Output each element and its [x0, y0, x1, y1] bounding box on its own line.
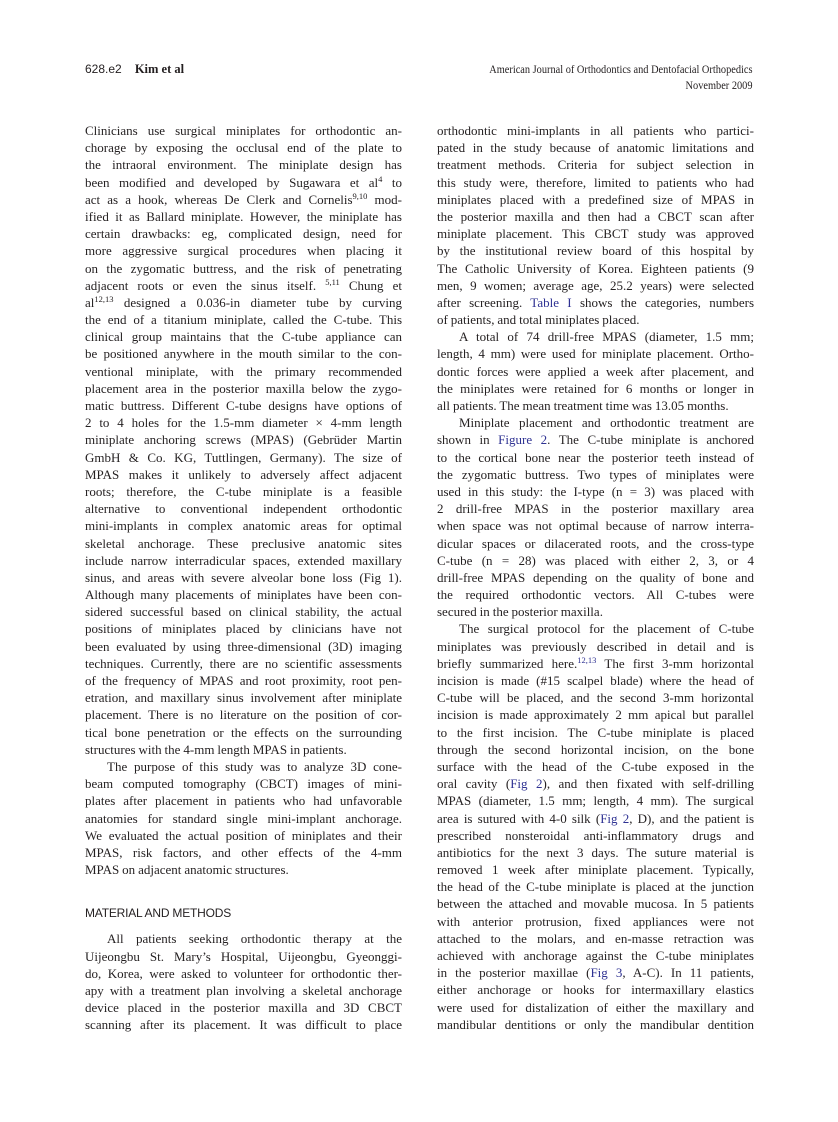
text-line: the intraoral environment. The miniplate design has	[85, 157, 402, 173]
text-line: sidered successful based on clinical stability, the actual	[85, 604, 402, 620]
text-line: secured in the posterior maxilla.	[437, 604, 603, 620]
text-line: include narrow interradicular spaces, extended maxillary	[85, 552, 402, 568]
text-line: MPAS makes it unlikely to adversely affect adjacent	[85, 466, 402, 482]
text-line: The purpose of this study was to analyze 3D cone-	[107, 758, 402, 774]
text-line: GmbH & Co. KG, Tuttlingen, Germany). The size of	[85, 449, 402, 465]
text-line	[437, 775, 754, 792]
text-line: miniplate placement. This CBCT study was approved	[437, 226, 754, 242]
text-segment: act as a hook, whereas De Clerk and Cornelis	[85, 191, 353, 207]
text-line: chorage by exposing the occlusal end of the plate to	[85, 140, 402, 156]
text-line	[437, 964, 754, 981]
text-line: MPAS, risk factors, and other effects of the 4-mm	[85, 844, 402, 860]
text-line: 2 drill-free MPAS in the posterior maxillary area	[437, 501, 754, 517]
text-line: clinical group maintains that the C-tube appliance can	[85, 329, 402, 345]
text-line: miniplates placed with a predefined size of MPAS in	[437, 191, 754, 207]
methods-text-continued	[437, 122, 754, 1033]
text-line: incision is made approximately 2 mm apical but parallel	[437, 707, 754, 723]
text-line: techniques. Currently, there are no scientific assessments	[85, 655, 402, 671]
text-line: C-tube (n = 28) was placed with either 2, 3, or 4	[437, 552, 754, 568]
text-line: dicular spaces or dilacerated roots, and the cross-type	[437, 535, 754, 551]
left-column	[85, 122, 402, 1034]
intro-text	[85, 122, 402, 878]
text-line: been evaluated by using three-dimensional (3D) imaging	[85, 638, 402, 654]
text-line: pated in the study because of anatomic limitations and	[437, 140, 754, 156]
text-segment: adjacent roots or even the sinus itself.	[85, 277, 326, 293]
cross-reference-link[interactable]: Figure 2	[498, 432, 548, 448]
text-line: more aggressive surgical procedures when placing it	[85, 243, 402, 259]
text-line: the zygomatic buttress. Two types of miniplates were	[437, 466, 754, 482]
text-line: removed 1 week after miniplate placement. Typically,	[437, 862, 754, 878]
text-line: length, 4 mm) were used for miniplate placement. Ortho-	[437, 346, 754, 362]
text-line: through the second horizontal incision, on the bone	[437, 741, 754, 757]
text-segment: Chung et	[339, 277, 402, 293]
text-segment: shows the categories, numbers	[571, 294, 754, 310]
cross-reference-link[interactable]: Fig 3	[590, 965, 623, 981]
text-line: by the institutional review board of this hospital by	[437, 243, 754, 259]
text-line: 2 to 4 holes for the 1.5-mm diameter × 4-mm length	[85, 415, 402, 431]
text-line: beam computed tomography (CBCT) images of mini-	[85, 776, 402, 792]
text-line: all patients. The mean treatment time was 13.05 months.	[437, 398, 729, 413]
text-segment: shown in	[437, 432, 499, 448]
text-segment: mod-	[367, 191, 402, 207]
text-line	[437, 655, 754, 672]
reference-superscript: 9,10	[352, 190, 368, 201]
text-line: the head of the C-tube miniplate is placed at the junction	[437, 879, 754, 895]
text-line: matic buttress. Different C-tube designs have options of	[85, 398, 402, 413]
text-line: with anterior protrusion, fixed appliances were not	[437, 913, 754, 929]
right-column	[437, 122, 754, 1033]
text-line: apy with a treatment plan involving a skeletal anchorage	[85, 983, 402, 998]
text-segment: oral cavity (	[437, 776, 511, 792]
text-line: used in this study: the I-type (n = 3) was placed with	[437, 483, 754, 499]
reference-superscript: 4	[378, 173, 383, 184]
text-line: antibiotics for the next 3 days. The suture material is	[437, 844, 754, 860]
text-line: device placed in the posterior maxilla and 3D CBCT	[85, 1000, 402, 1016]
cross-reference-link[interactable]: Fig 2	[510, 776, 543, 792]
authors: Kim et al	[134, 62, 185, 76]
running-header-right	[490, 62, 753, 94]
text-line: positions of miniplates placed by clinicians have not	[85, 621, 402, 637]
text-line: of patients, and total miniplates placed.	[437, 312, 640, 328]
text-line	[437, 294, 754, 311]
text-line: do, Korea, were asked to volunteer for orthodontic ther-	[85, 965, 402, 981]
journal-name: American Journal of Orthodontics and Dentofacial Orthopedics	[489, 64, 753, 76]
text-line	[85, 191, 402, 208]
text-line	[437, 431, 754, 448]
text-line: plates after placement in patients who had unfavorable	[85, 793, 402, 809]
text-segment: briefly summarized here.	[437, 655, 578, 671]
text-line: men, 9 women; average age, 25.2 years) were selected	[437, 277, 754, 293]
text-segment: been modified and developed by Sugawara et al	[85, 174, 379, 190]
text-segment: . The C-tube miniplate is anchored	[547, 432, 754, 448]
text-line: scanning after its placement. It was difficult to place	[85, 1017, 402, 1033]
text-line: surface with the head of the C-tube exposed in the	[437, 758, 754, 774]
text-line: miniplates was previously described in detail and is	[437, 638, 754, 654]
reference-link[interactable]: 12,13	[577, 654, 597, 665]
text-line: We evaluated the actual position of miniplates and their	[85, 827, 402, 843]
running-header-left	[85, 62, 184, 77]
text-line: The surgical protocol for the placement of C-tube	[459, 621, 754, 637]
text-line: the miniplates were retained for 6 months or longer in	[437, 380, 754, 396]
text-line: dontic forces were applied a week after placement, and	[437, 363, 754, 379]
text-line: attached to the molars, and en-masse retraction was	[437, 930, 754, 946]
text-segment: after screening.	[437, 294, 531, 310]
text-line: achieved with anchorage against the C-tube miniplates	[437, 948, 754, 963]
text-line: skeletal anchorage. These preclusive anatomic sites	[85, 535, 402, 551]
text-line: mandibular dentitions or only the mandibular dentition	[437, 1016, 754, 1032]
text-segment: in the posterior maxillae (	[437, 965, 591, 981]
text-line: etration, and maxillary sinus involvement after miniplate	[85, 690, 402, 706]
text-line	[85, 294, 402, 311]
text-segment: area is sutured with 4-0 silk (	[437, 810, 601, 826]
text-line: this study were, therefore, limited to patients who had	[437, 174, 754, 190]
text-line: prescribed nonsteroidal anti-inflammatory drugs and	[437, 827, 754, 843]
text-line: MPAS (diameter, 1.5 mm; length, 4 mm). The surgical	[437, 793, 754, 809]
text-line: placement area in the posterior maxilla below the zygo-	[85, 380, 402, 396]
text-segment: , D), and the patient is	[629, 810, 754, 826]
text-segment: designed a 0.036-in diameter tube by curving	[113, 294, 402, 310]
text-line: structures with the 4-mm length MPAS in patients.	[85, 741, 347, 757]
methods-text	[85, 930, 402, 1033]
text-line	[437, 810, 754, 827]
text-segment: to	[382, 174, 402, 190]
text-line: treatment methods. Criteria for subject selection in	[437, 157, 754, 173]
text-line: tical bone penetration or the effects on the surrounding	[85, 724, 402, 740]
cross-reference-link[interactable]: Table I	[530, 294, 572, 310]
text-line: Clinicians use surgical miniplates for orthodontic an-	[85, 123, 402, 138]
text-line: were used for distalization of either the maxillary and	[437, 999, 754, 1015]
text-line: Uijeongbu St. Mary’s Hospital, Uijeongbu, Gyeonggi-	[85, 948, 402, 964]
text-line: to the first incision. The C-tube miniplate is placed	[437, 724, 754, 740]
text-line: ified it as Ballard miniplate. However, the miniplate has	[85, 208, 402, 224]
text-line: certain drawbacks: eg, complicated design, need for	[85, 226, 402, 242]
text-segment: , A-C). In 11 patients,	[622, 965, 754, 981]
text-line: MPAS on adjacent anatomic structures.	[85, 862, 289, 878]
text-line: Miniplate placement and orthodontic treatment are	[459, 415, 754, 431]
text-line: Although many placements of miniplates have been con-	[85, 587, 402, 603]
text-line: on the zygomatic buttress, and the risk of penetrating	[85, 260, 402, 276]
text-line: sinus, and areas with severe alveolar bone loss (Fig 1).	[85, 569, 402, 585]
text-line: to the cortical bone near the posterior teeth instead of	[437, 449, 754, 465]
text-line: placement. There is no literature on the position of cor-	[85, 707, 402, 723]
reference-superscript: 5,11	[325, 276, 340, 287]
text-line: be positioned anywhere in the mouth similar to the con-	[85, 346, 402, 362]
text-line: anatomies for standard single mini-implant anchorage.	[85, 810, 402, 826]
text-line: The Catholic University of Korea. Eighteen patients (9	[437, 260, 754, 276]
issue-date: November 2009	[686, 80, 753, 92]
text-line: the end of a titanium miniplate, called the C-tube. This	[85, 312, 402, 328]
reference-superscript: 12,13	[94, 293, 114, 304]
text-line: A total of 74 drill-free MPAS (diameter, 1.5 mm;	[459, 329, 754, 345]
cross-reference-link[interactable]: Fig 2	[600, 810, 630, 826]
text-line	[85, 174, 402, 191]
text-line: either anchorage or hooks for intermaxillary elastics	[437, 982, 754, 998]
text-segment: The first 3-mm horizontal	[596, 655, 754, 671]
text-line: of the frequency of MPAS and root proximity, root pen-	[85, 673, 402, 688]
text-line: between the attached and movable mucosa. In 5 patients	[437, 896, 754, 912]
text-line: roots; therefore, the C-tube miniplate is a feasible	[85, 483, 402, 499]
section-heading: MATERIAL AND METHODS	[85, 906, 232, 921]
text-line: mini-implants in complex anatomic areas for optimal	[85, 518, 402, 534]
text-line: C-tube will be placed, and the second 3-mm horizontal	[437, 690, 754, 706]
text-line: ventional miniplate, with the primary recommended	[85, 363, 402, 379]
text-line: miniplate anchoring screws (MPAS) (Gebrüder Martin	[85, 432, 402, 448]
text-line: the posterior maxilla and then had a CBCT scan after	[437, 208, 754, 224]
text-line: incision is made (#15 scalpel blade) where the head of	[437, 673, 754, 688]
text-line: All patients seeking orthodontic therapy at the	[107, 931, 402, 947]
page-number: 628.e2	[85, 62, 122, 76]
text-segment: ), and then fixated with self-drilling	[542, 776, 754, 792]
text-line: the required orthodontic vectors. All C-tubes were	[437, 587, 754, 603]
text-line: orthodontic mini-implants in all patients who partici-	[437, 123, 754, 138]
text-line: alternative to conventional independent orthodontic	[85, 501, 402, 517]
text-segment: al	[85, 294, 95, 310]
text-line: when space was not optimal because of narrow interra-	[437, 518, 754, 534]
text-line: drill-free MPAS depending on the quality of bone and	[437, 569, 754, 585]
text-line	[85, 277, 402, 294]
